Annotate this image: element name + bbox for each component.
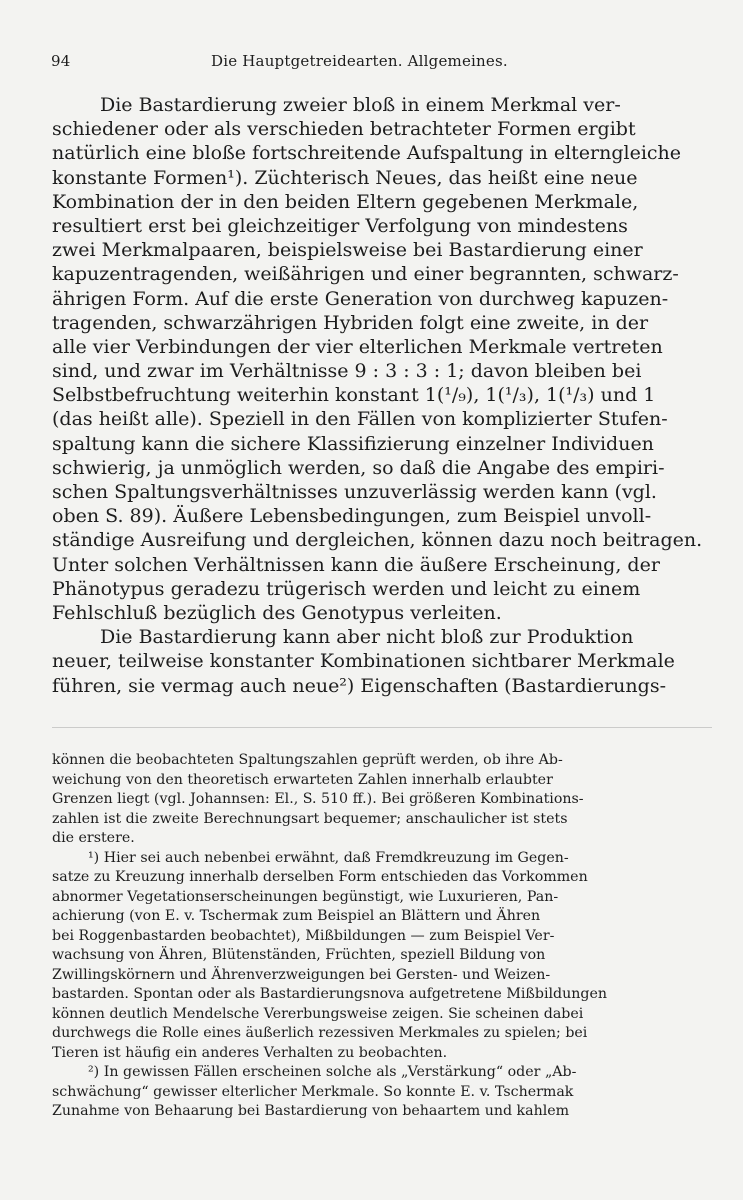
footnote-line: abnormer Vegetationserscheinungen begünstigt, wie Luxurieren, Pan- <box>52 888 559 905</box>
body-line: natürlich eine bloße fortschreitende Aufspaltung in elterngleiche <box>52 142 682 165</box>
body-line: ährigen Form. Auf die erste Generation von durchweg kapuzen- <box>52 287 669 310</box>
body-line: konstante Formen¹). Züchterisch Neues, das heißt eine neue <box>52 166 638 189</box>
running-header <box>51 52 692 72</box>
footnote-line: bastarden. Spontan oder als Bastardierungsnova aufgetretene Mißbildungen <box>52 986 608 1002</box>
body-line: Die Bastardierung zweier bloß in einem Merkmal ver- <box>100 94 621 116</box>
footnote-line: Grenzen liegt (vgl. Johannsen: El., S. 510 ff.). Bei größeren Kombinations- <box>52 791 584 807</box>
body-line: schen Spaltungsverhältnisses unzuverlässig werden kann (vgl. <box>52 481 657 503</box>
body-line: führen, sie vermag auch neue²) Eigenschaften (Bastardierungs- <box>52 674 666 697</box>
footnote-divider <box>52 727 712 728</box>
footnote-line: durchwegs die Rolle eines äußerlich rezessiven Merkmales zu spielen; bei <box>52 1025 588 1041</box>
body-line: neuer, teilweise konstanter Kombinationen sichtbarer Merkmale <box>52 650 675 673</box>
body-line: zwei Merkmalpaaren, beispielsweise bei Bastardierung einer <box>52 239 643 262</box>
footnote-line: Zwillingskörnern und Ährenverzweigungen bei Gersten- und Weizen- <box>52 966 551 983</box>
body-line: Fehlschluß bezüglich des Genotypus verleiten. <box>52 601 502 624</box>
footnote-line: können deutlich Mendelsche Vererbungsweise zeigen. Sie scheinen dabei <box>52 1005 584 1022</box>
footnote-line: Tieren ist häufig ein anderes Verhalten zu beobachten. <box>52 1044 448 1061</box>
body-line: Selbstbefruchtung weiterhin konstant 1(¹/₉), 1(¹/₃), 1(¹/₃) und 1 <box>52 384 656 407</box>
body-line: Kombination der in den beiden Eltern gegebenen Merkmale, <box>52 190 639 213</box>
body-line: spaltung kann die sichere Klassifizierung einzelner Individuen <box>52 432 654 455</box>
footnote-line: weichung von den theoretisch erwarteten Zahlen innerhalb erlaubter <box>52 771 553 788</box>
footnote-line: ¹) Hier sei auch nebenbei erwähnt, daß Fremdkreuzung im Gegen- <box>88 849 569 866</box>
main-text <box>52 93 712 698</box>
body-line: sind, und zwar im Verhältnisse 9 : 3 : 3 : 1; davon bleiben bei <box>52 360 642 383</box>
footnote-line: Zunahme von Behaarung bei Bastardierung von behaartem und kahlem <box>52 1103 570 1119</box>
footnote-line: bei Roggenbastarden beobachtet), Mißbildungen — zum Beispiel Ver- <box>52 927 555 944</box>
footnote-line: wachsung von Ähren, Blütenständen, Früchten, speziell Bildung von <box>52 947 546 963</box>
body-line: schiedener oder als verschieden betrachteter Formen ergibt <box>52 118 636 141</box>
body-line: resultiert erst bei gleichzeitiger Verfolgung von mindestens <box>52 214 628 237</box>
footnote-line: können die beobachteten Spaltungszahlen geprüft werden, ob ihre Ab- <box>52 752 563 768</box>
body-line: Phänotypus geradezu trügerisch werden und leicht zu einem <box>52 577 641 600</box>
footnotes <box>52 751 712 1122</box>
footnote-line: achierung (von E. v. Tschermak zum Beispiel an Blättern und Ähren <box>52 908 541 924</box>
footnote-line: zahlen ist die zweite Berechnungsart bequemer; anschaulicher ist stets <box>52 810 568 827</box>
body-line: oben S. 89). Äußere Lebensbedingungen, zum Beispiel unvoll- <box>52 505 652 528</box>
footnote-line: ²) In gewissen Fällen erscheinen solche als „Verstärkung“ oder „Ab- <box>88 1064 577 1080</box>
footnote-line: die erstere. <box>52 830 135 846</box>
body-line: Unter solchen Verhältnissen kann die äußere Erscheinung, der <box>52 553 660 576</box>
body-line: (das heißt alle). Speziell in den Fällen von komplizierter Stufen- <box>52 408 668 431</box>
body-line: schwierig, ja unmöglich werden, so daß die Angabe des empiri- <box>52 456 665 479</box>
footnote-line: schwächung“ gewisser elterlicher Merkmale. So konnte E. v. Tschermak <box>52 1083 574 1100</box>
body-line: tragenden, schwarzährigen Hybriden folgt eine zweite, in der <box>52 311 649 334</box>
body-line: Die Bastardierung kann aber nicht bloß zur Produktion <box>100 626 634 649</box>
body-line: kapuzentragenden, weißährigen und einer begrannten, schwarz- <box>52 263 679 286</box>
page-number: 94 <box>51 52 71 70</box>
footnote-line: satze zu Kreuzung innerhalb derselben Form entschieden das Vorkommen <box>52 869 588 885</box>
body-line: alle vier Verbindungen der vier elterlichen Merkmale vertreten <box>52 335 663 358</box>
running-title: Die Hauptgetreidearten. Allgemeines. <box>211 52 508 70</box>
body-line: ständige Ausreifung und dergleichen, können dazu noch beitragen. <box>52 529 703 552</box>
